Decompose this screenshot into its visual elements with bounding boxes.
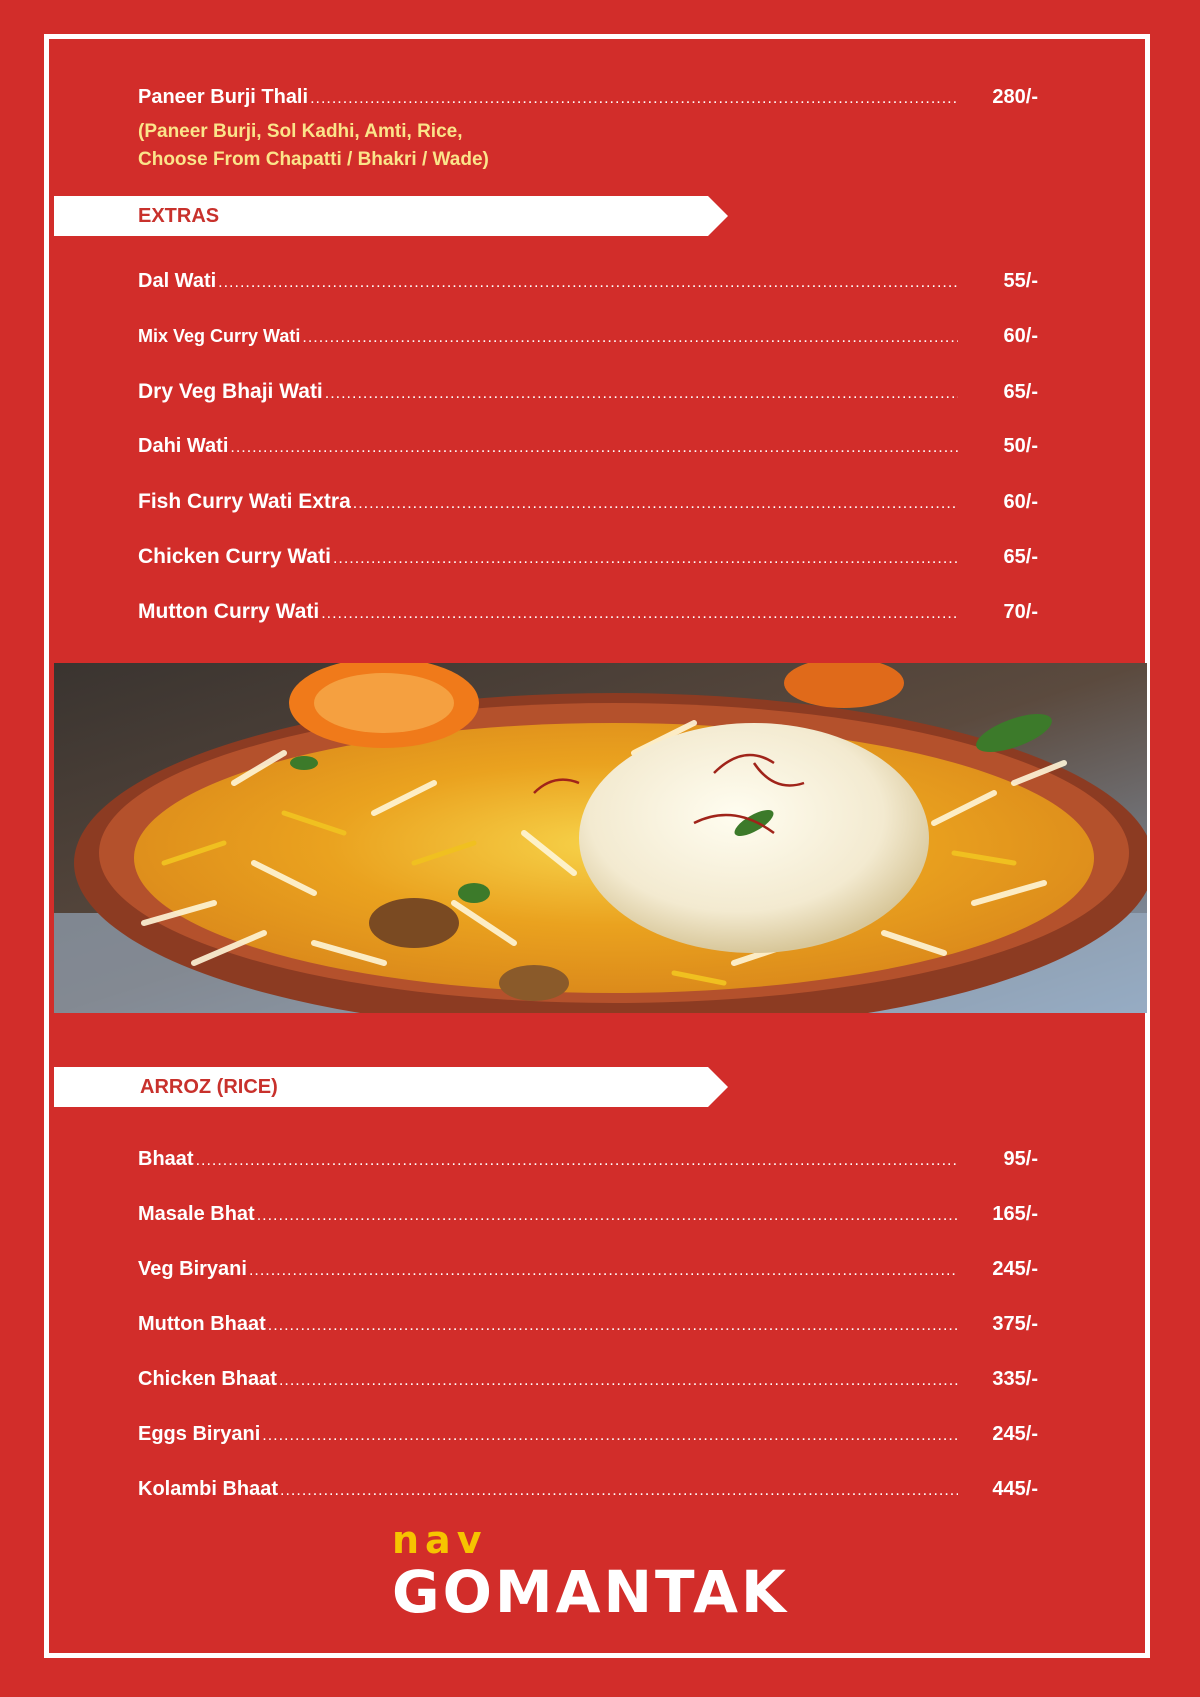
item-price: 245/- — [992, 1258, 1038, 1280]
item-name: Chicken Bhaat — [138, 1368, 277, 1390]
item-price: 65/- — [1003, 381, 1038, 403]
dot-leader — [257, 1207, 958, 1225]
dot-leader — [279, 1372, 958, 1390]
menu-item — [138, 270, 1038, 293]
item-price: 65/- — [1003, 546, 1038, 568]
dot-leader — [302, 329, 958, 347]
item-name: Mutton Bhaat — [138, 1313, 266, 1335]
item-name: Dry Veg Bhaji Wati — [138, 380, 323, 403]
item-name: Bhaat — [138, 1148, 194, 1170]
item-price: 70/- — [1003, 601, 1038, 623]
menu-item — [138, 600, 1038, 624]
restaurant-logo — [392, 1518, 812, 1638]
dot-leader — [353, 495, 958, 513]
menu-item — [138, 380, 1038, 404]
item-price: 95/- — [1003, 1148, 1038, 1170]
menu-item — [138, 490, 1038, 514]
menu-item — [138, 545, 1038, 569]
item-price: 335/- — [992, 1368, 1038, 1390]
item-price: 280/- — [992, 86, 1038, 108]
thali-description — [138, 118, 489, 174]
item-name: Dahi Wati — [138, 435, 229, 457]
menu-item — [138, 1203, 1038, 1226]
menu-item — [138, 1258, 1038, 1281]
dot-leader — [218, 274, 958, 292]
item-name: Fish Curry Wati Extra — [138, 490, 351, 513]
menu-item — [138, 1368, 1038, 1391]
item-price: 50/- — [1003, 435, 1038, 457]
menu-item — [138, 435, 1038, 458]
item-name: Kolambi Bhaat — [138, 1478, 279, 1500]
dot-leader — [325, 385, 958, 403]
item-price: 55/- — [1003, 270, 1038, 292]
menu-item — [138, 1423, 1038, 1446]
item-name: Paneer Burji Thali — [138, 86, 309, 108]
menu-item — [138, 1148, 1038, 1171]
section-heading-extras: EXTRAS — [138, 205, 220, 227]
biryani-illustration — [54, 663, 1147, 1013]
dot-leader — [268, 1317, 958, 1335]
item-price: 165/- — [992, 1203, 1038, 1225]
menu-item — [138, 325, 1038, 348]
thali-description-line-2: Choose From Chapatti / Bhakri / Wade) — [138, 149, 489, 170]
item-price: 245/- — [992, 1423, 1038, 1445]
dot-leader — [196, 1152, 958, 1170]
item-name: Dal Wati — [138, 270, 217, 292]
dot-leader — [321, 605, 958, 623]
dot-leader — [280, 1482, 958, 1500]
thali-description-line-1: (Paneer Burji, Sol Kadhi, Amti, Rice, — [138, 121, 463, 142]
item-name: Mix Veg Curry Wati — [138, 326, 301, 346]
item-name: Chicken Curry Wati — [138, 545, 331, 568]
item-name: Masale Bhat — [138, 1203, 255, 1225]
menu-item — [138, 1313, 1038, 1336]
item-name: Mutton Curry Wati — [138, 600, 320, 623]
item-price: 60/- — [1003, 325, 1038, 347]
item-name: Eggs Biryani — [138, 1423, 261, 1445]
biryani-photo — [54, 663, 1147, 1013]
menu-item-paneer-burji-thali — [138, 86, 1038, 109]
dot-leader — [230, 439, 958, 457]
menu-item — [138, 1478, 1038, 1501]
section-banner-rice — [54, 1067, 728, 1107]
item-price: 60/- — [1003, 491, 1038, 513]
dot-leader — [262, 1427, 958, 1445]
item-price: 445/- — [992, 1478, 1038, 1500]
logo-nav-text: nav — [392, 1518, 488, 1562]
dot-leader — [310, 90, 958, 108]
item-name: Veg Biryani — [138, 1258, 247, 1280]
section-heading-rice: ARROZ (RICE) — [140, 1076, 278, 1098]
item-price: 375/- — [992, 1313, 1038, 1335]
dot-leader — [333, 550, 958, 568]
logo-gomantak-text: GOMANTAK — [392, 1558, 789, 1626]
dot-leader — [249, 1262, 958, 1280]
section-banner-extras — [54, 196, 728, 236]
